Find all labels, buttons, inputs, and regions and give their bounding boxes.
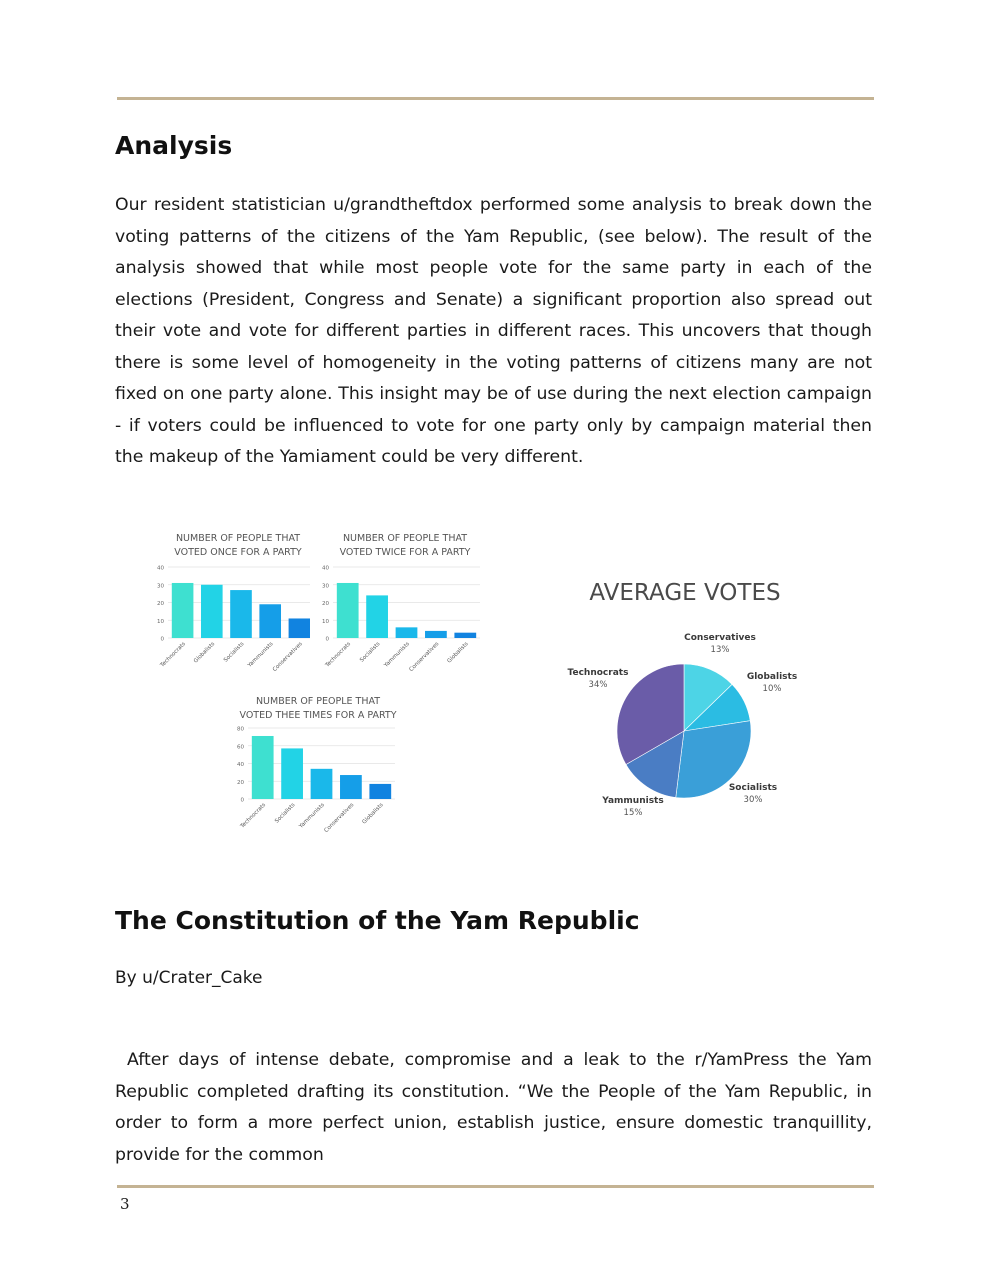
chart-title: AVERAGE VOTES xyxy=(589,580,781,606)
x-tick-label: Technocrats xyxy=(324,641,353,669)
x-tick-label: Yammunists xyxy=(383,641,411,669)
x-tick-label: Globalists xyxy=(192,641,217,665)
top-rule xyxy=(117,97,874,100)
bar xyxy=(454,633,476,638)
x-tick-label: Yammunists xyxy=(298,802,326,830)
chart-title: NUMBER OF PEOPLE THAT xyxy=(175,533,301,544)
pie-chart-svg xyxy=(560,570,810,835)
byline: By u/Crater_Cake xyxy=(115,968,263,988)
x-tick-label: Globalists xyxy=(361,802,385,826)
y-tick-label: 30 xyxy=(322,583,329,590)
analysis-paragraph: Our resident statistician u/grandtheftdox performed some analysis to break down the voting patterns of the citizens of the Yam Republic, (see below). The result of the analysis showed that while most people vote for the same party in each of the elections (President, Congress and Senate) a significant proportion also spread out their vote and vote for different parties in different races. This uncovers that though there is some level of homogeneity in the voting patterns of citizens many are not fixed on one party alone. This insight may be of use during the next election campaign - if voters could be influenced to vote for one party only by campaign material then the makeup of the Yamiament could be very different. xyxy=(115,195,872,467)
bar xyxy=(340,775,362,799)
y-tick-label: 60 xyxy=(237,744,244,751)
bar xyxy=(337,583,359,638)
slice-percent: 15% xyxy=(623,808,643,818)
y-tick-label: 30 xyxy=(157,583,164,590)
section-heading-analysis: Analysis xyxy=(115,131,233,160)
slice-percent: 13% xyxy=(710,645,730,655)
x-tick-label: Socialists xyxy=(274,802,297,825)
slice-label: Technocrats xyxy=(567,668,629,678)
y-tick-label: 40 xyxy=(157,565,164,572)
bar xyxy=(366,595,388,638)
y-tick-label: 10 xyxy=(322,618,329,625)
x-tick-label: Socialists xyxy=(359,641,382,664)
y-tick-label: 20 xyxy=(237,779,244,786)
x-tick-label: Technocrats xyxy=(159,641,188,669)
y-tick-label: 0 xyxy=(325,636,329,643)
chart-title: NUMBER OF PEOPLE THAT xyxy=(255,696,381,707)
slice-percent: 10% xyxy=(762,684,782,694)
bar xyxy=(230,590,252,638)
x-tick-label: Conservatives xyxy=(408,641,441,674)
bar xyxy=(252,736,274,799)
bar xyxy=(172,583,194,638)
bar-chart-svg xyxy=(150,525,310,675)
slice-percent: 30% xyxy=(743,795,763,805)
bar xyxy=(289,618,310,638)
y-tick-label: 40 xyxy=(322,565,329,572)
chart-title: NUMBER OF PEOPLE THAT xyxy=(342,533,468,544)
y-tick-label: 20 xyxy=(322,601,329,607)
y-tick-label: 0 xyxy=(160,636,164,643)
x-tick-label: Globalists xyxy=(446,641,470,665)
chart-title: VOTED THEE TIMES FOR A PARTY xyxy=(239,710,397,721)
y-tick-label: 40 xyxy=(237,762,244,768)
x-tick-label: Conservatives xyxy=(323,802,356,835)
page-number: 3 xyxy=(120,1195,130,1213)
bar xyxy=(281,748,303,799)
bar xyxy=(425,631,447,638)
slice-label: Socialists xyxy=(728,783,778,793)
bar xyxy=(396,627,418,638)
bar xyxy=(311,769,333,799)
pie-chart-average-votes xyxy=(560,570,810,835)
x-tick-label: Technocrats xyxy=(239,802,268,830)
x-tick-label: Yammunists xyxy=(246,641,275,669)
slice-label: Conservatives xyxy=(684,633,756,643)
slice-percent: 34% xyxy=(588,680,608,690)
section-heading-constitution: The Constitution of the Yam Republic xyxy=(115,906,640,935)
bar-chart-svg xyxy=(315,525,480,675)
bar xyxy=(369,784,391,799)
y-tick-label: 80 xyxy=(237,726,244,733)
chart-title: VOTED ONCE FOR A PARTY xyxy=(174,547,302,558)
y-tick-label: 10 xyxy=(157,618,164,625)
x-tick-label: Conservatives xyxy=(271,641,304,674)
bar-chart-voted-three-times xyxy=(230,688,400,848)
intro-paragraph: After days of intense debate, compromise and a leak to the r/YamPress the Yam Republic completed drafting its constitution. “We the People of the Yam Republic, in order to form a more perfect union, establish justice, ensure domestic tranquillity, provide for the common xyxy=(115,1050,872,1165)
y-tick-label: 0 xyxy=(240,797,244,804)
bar-chart-svg xyxy=(230,688,400,848)
bar xyxy=(201,585,223,638)
bottom-rule xyxy=(117,1185,874,1188)
bar-chart-voted-once xyxy=(150,525,310,675)
bar xyxy=(259,604,281,638)
y-tick-label: 20 xyxy=(157,601,164,607)
bar-chart-voted-twice xyxy=(315,525,480,675)
slice-label: Yammunists xyxy=(602,796,664,806)
slice-label: Globalists xyxy=(746,672,798,682)
x-tick-label: Socialists xyxy=(222,641,246,664)
chart-title: VOTED TWICE FOR A PARTY xyxy=(339,547,471,558)
